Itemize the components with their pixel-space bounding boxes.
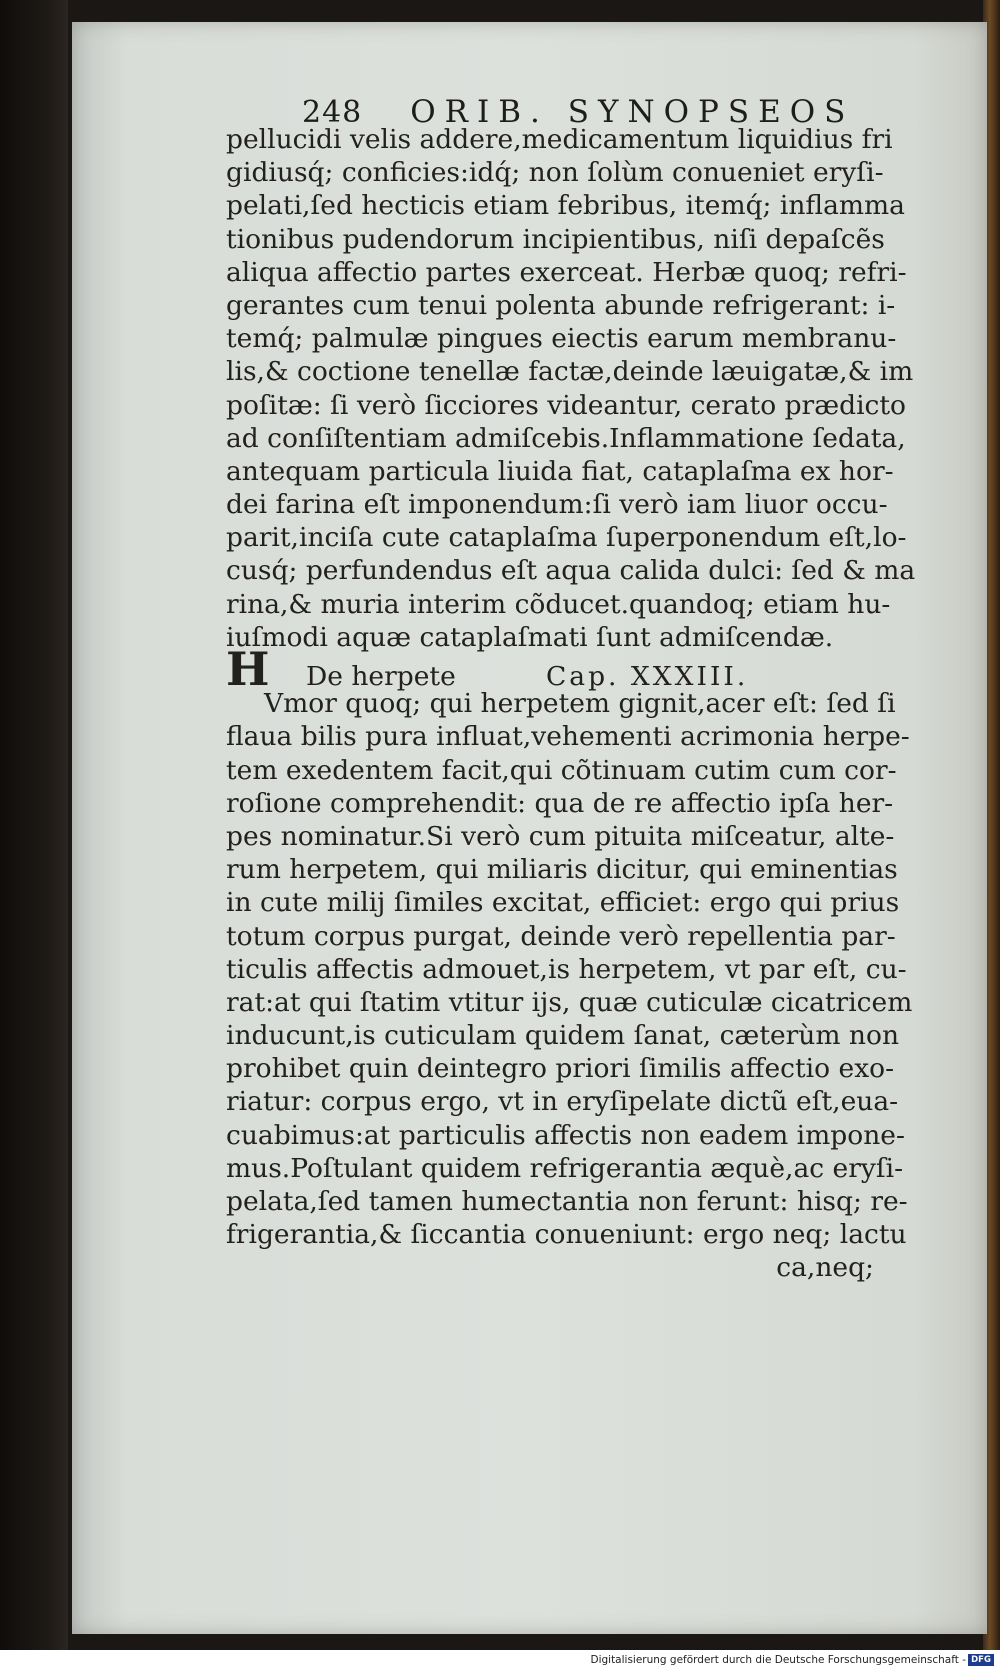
text-line: Vmor quoq; qui herpetem gignit,acer eſt: ſed ſi (264, 688, 896, 720)
text-line: mus.Poſtulant quidem refrigerantia æquè,ac eryſi- (226, 1152, 904, 1184)
text-line: tem exedentem facit,qui cõtinuam cutim cum cor- (226, 754, 897, 786)
text-block (226, 123, 916, 1285)
text-line: cuabimus:at particulis affectis non eadem impone- (226, 1119, 905, 1151)
book-cover-edge-left (0, 0, 68, 1650)
chapter-number: Cap. XXXIII. (546, 661, 749, 692)
chapter-heading (226, 642, 878, 696)
text-line: rum herpetem, qui miliaris dicitur, qui eminentias (226, 854, 898, 886)
text-line: gerantes cum tenui polenta abunde refrigerant: i- (226, 289, 896, 321)
text-line: antequam particula liuida fiat, cataplaſma ex hor- (226, 455, 894, 487)
text-line: parit,inciſa cute cataplaſma ſuperponendum eſt,lo- (226, 522, 907, 554)
text-line: in cute milij ſimiles excitat, efficiet: ergo qui prius (226, 887, 900, 919)
text-line: pellucidi velis addere,medicamentum liquidius fri (226, 124, 893, 155)
funding-credit: Digitalisierung gefördert durch die Deutsche Forschungsgemeinschaft - (590, 1654, 966, 1666)
text-line: prohibet quin deintegro priori ſimilis affectio exo- (226, 1053, 895, 1085)
text-line: poſitæ: ſi verò ſicciores videantur, cerato prædicto (226, 389, 907, 421)
text-line: riatur: corpus ergo, vt in eryſipelate dictũ eſt,eua- (226, 1086, 899, 1118)
page-number: 248 (302, 95, 363, 130)
text-line: pelati,ſed hecticis etiam febribus, itemq́; inflamma (226, 190, 905, 222)
text-line: dei farina eſt imponendum:ſi verò iam liuor occu- (226, 489, 888, 521)
text-line: roſione comprehendit: qua de re affectio ipſa her- (226, 787, 894, 819)
chapter-title: De herpete (306, 661, 456, 692)
text-line: cusq́; perfundendus eſt aqua calida dulci: ſed & ma (226, 555, 916, 587)
text-line: lis,& coctione tenellæ factæ,deinde læuigatæ,& im (226, 356, 914, 388)
text-line: tionibus pudendorum incipientibus, niſi depaſcẽs (226, 223, 885, 255)
text-line: rina,& muria interim cõducet.quandoq; etiam hu- (226, 588, 891, 620)
text-line: iuſmodi aquæ cataplaſmati ſunt admiſcendæ. (226, 621, 834, 653)
text-line: aliqua affectio partes exerceat. Herbæ quoq; refri- (226, 256, 907, 288)
dfg-logo: DFG (968, 1654, 994, 1666)
drop-cap: H (226, 642, 270, 696)
text-line: pelata,ſed tamen humectantia non ferunt: hisq; re- (226, 1186, 908, 1217)
text-line: frigerantia,& ſiccantia conueniunt: ergo neq; lactu (226, 1219, 907, 1251)
text-line: rat:at qui ſtatim vtitur ijs, quæ cuticulæ cicatricem (226, 986, 913, 1018)
text-line: flaua bilis pura influat,vehementi acrimonia herpe- (226, 721, 910, 753)
text-line: gidiusq́; conficies:idq́; non ſolùm conueniet eryſi- (226, 157, 884, 189)
text-line: pes nominatur.Si verò cum pituita miſceatur, alte- (226, 820, 895, 852)
digitization-footer (0, 1650, 1000, 1670)
catchword: ca,neq; (776, 1252, 874, 1284)
running-head: ORIB. SYNOPSEOS (410, 94, 855, 130)
text-line: temq́; palmulæ pingues eiectis earum membranu- (226, 323, 897, 355)
text-line: ticulis affectis admouet,is herpetem, vt par eſt, cu- (226, 953, 907, 985)
text-line: inducunt,is cuticulam quidem ſanat, cæterùm non (226, 1020, 900, 1052)
text-line: totum corpus purgat, deinde verò repellentia par- (226, 920, 896, 952)
text-line: ad conſiſtentiam admiſcebis.Inflammatione ſedata, (226, 422, 906, 454)
